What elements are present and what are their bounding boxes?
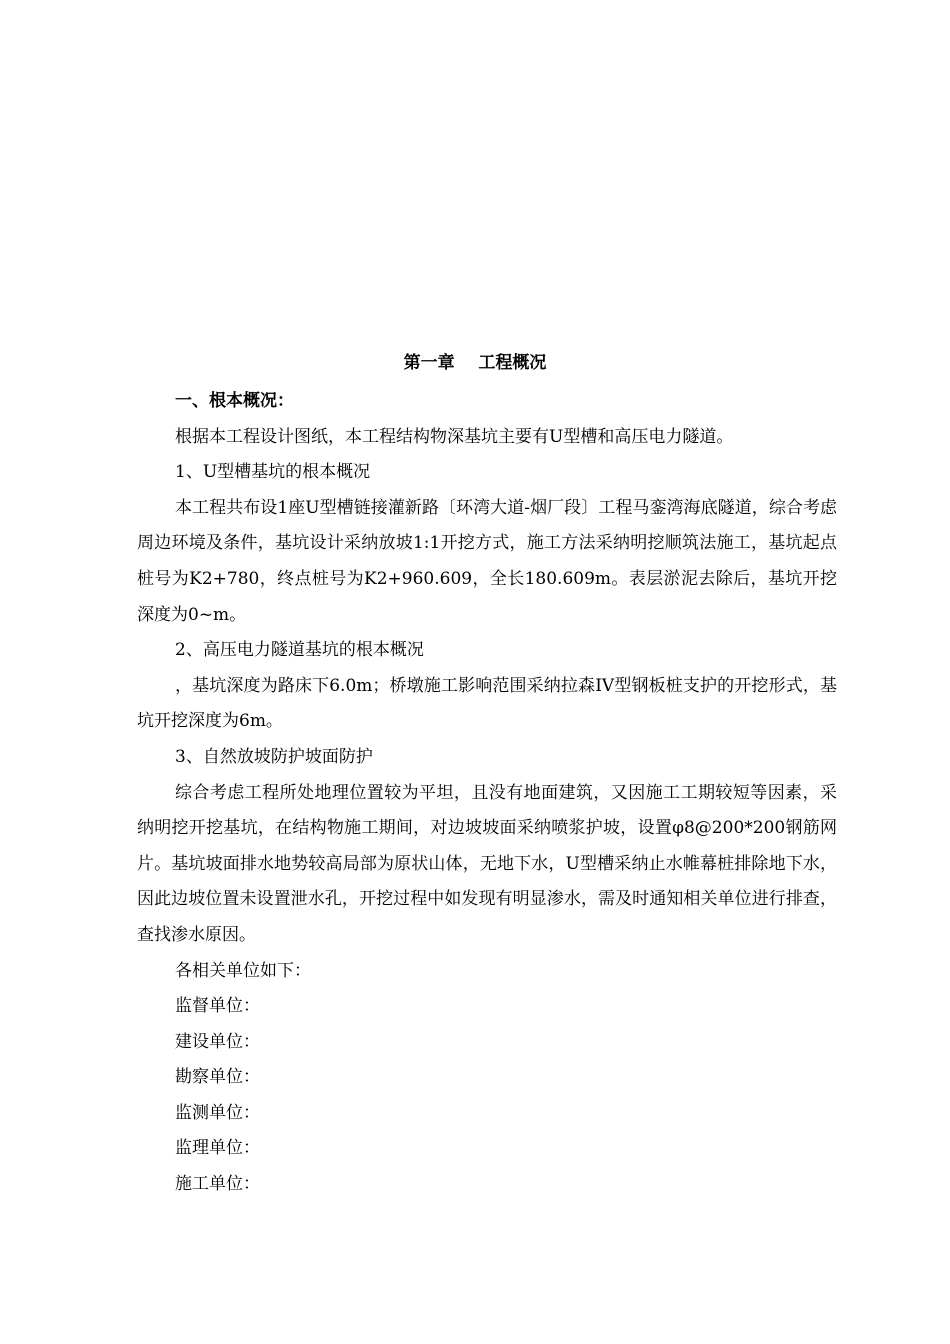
unit-construction-owner: 建设单位： <box>175 1031 260 1052</box>
intro-paragraph: 根据本工程设计图纸，本工程结构物深基坑主要有U型槽和高压电力隧道。 <box>175 426 734 447</box>
slope-protection-paragraph: 综合考虑工程所处地理位置较为平坦，且没有地面建筑，又因施工工期较短等因素，采纳明挖开挖基坑，在结构物施工期间，对边坡坡面采纳喷浆护坡，设置φ8@200*200钢筋网片。基坑坡面排水地势较高局部为原状山体，无地下水，U型槽采纳止水帷幕桩排除地下水，因此边坡位置未设置泄水孔，开挖过程中如发现有明显渗水，需及时通知相关单位进行排查，查找渗水原因。 <box>137 782 837 945</box>
unit-inspection: 监理单位： <box>175 1138 260 1159</box>
subsection-heading-slope-protection: 3、自然放坡防护坡面防护 <box>175 746 373 767</box>
power-tunnel-paragraph: ，基坑深度为路床下6.0m；桥墩施工影响范围采纳拉森IV型钢板桩支护的开挖形式，基坑开挖深度为6m。 <box>137 675 837 732</box>
document-body <box>137 384 837 1203</box>
unit-contractor: 施工单位： <box>175 1174 260 1195</box>
section-heading-overview: 一、根本概况： <box>175 391 294 411</box>
units-intro: 各相关单位如下： <box>175 960 311 981</box>
chapter-title: 第一章 工程概况 <box>403 353 547 373</box>
unit-monitoring: 监测单位： <box>175 1102 260 1123</box>
unit-survey: 勘察单位： <box>175 1067 260 1088</box>
unit-supervision: 监督单位： <box>175 996 260 1017</box>
subsection-heading-power-tunnel: 2、高压电力隧道基坑的根本概况 <box>175 640 424 661</box>
u-groove-paragraph: 本工程共布设1座U型槽链接灌新路〔环湾大道-烟厂段〕工程马銮湾海底隧道，综合考虑周边环境及条件，基坑设计采纳放坡1:1开挖方式，施工方法采纳明挖顺筑法施工，基坑起点桩号为K2+780，终点桩号为K2+960.609，全长180.609m。表层淤泥去除后，基坑开挖深度为0~m。 <box>137 497 837 625</box>
subsection-heading-u-groove: 1、U型槽基坑的根本概况 <box>175 462 371 483</box>
